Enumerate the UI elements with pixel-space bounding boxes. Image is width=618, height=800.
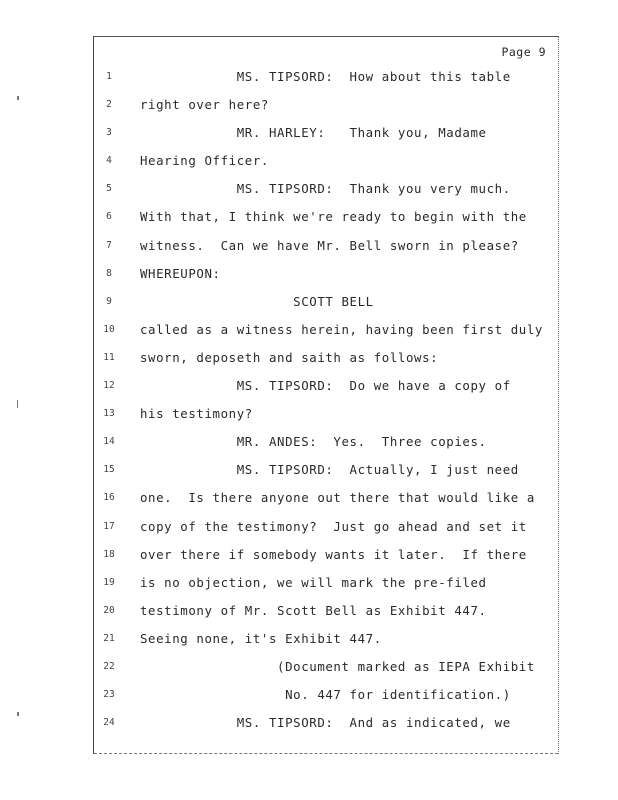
transcript-line [94, 123, 560, 151]
scan-speck [17, 712, 19, 716]
line-number: 14 [103, 436, 115, 448]
transcript-line [94, 207, 560, 235]
line-number: 7 [106, 239, 112, 251]
line-number: 20 [103, 604, 115, 616]
page-bottom-rule [94, 753, 558, 754]
line-number: 16 [103, 492, 115, 504]
transcript-line [94, 545, 560, 573]
line-number: 24 [103, 717, 115, 729]
transcript-line [94, 601, 560, 629]
scan-speck [17, 400, 18, 408]
transcript-line [94, 320, 560, 348]
transcript-line [94, 67, 560, 95]
transcript-line [94, 348, 560, 376]
transcript-line [94, 404, 560, 432]
line-text: MS. TIPSORD: Thank you very much. [140, 181, 511, 197]
line-text: sworn, deposeth and saith as follows: [140, 349, 439, 365]
line-number: 9 [106, 295, 112, 307]
transcript-line [94, 264, 560, 292]
line-number: 17 [103, 520, 115, 532]
line-text: over there if somebody wants it later. If there [140, 546, 527, 562]
transcript-line [94, 629, 560, 657]
line-text: right over here? [140, 97, 269, 113]
page-number: Page 9 [501, 45, 546, 59]
line-number: 11 [103, 351, 115, 363]
line-text: (Document marked as IEPA Exhibit [140, 658, 535, 674]
scan-speck [17, 96, 19, 100]
line-number: 22 [103, 660, 115, 672]
line-text: his testimony? [140, 406, 253, 422]
transcript-line [94, 376, 560, 404]
line-number: 2 [106, 99, 112, 111]
line-text: WHEREUPON: [140, 265, 221, 281]
line-text: MS. TIPSORD: How about this table [140, 69, 511, 84]
transcript-line [94, 517, 560, 545]
line-text: MR. HARLEY: Thank you, Madame [140, 125, 487, 141]
transcript-line [94, 151, 560, 179]
line-number: 19 [103, 576, 115, 588]
line-text: MS. TIPSORD: Actually, I just need [140, 462, 519, 478]
transcript-line [94, 292, 560, 320]
transcript-line [94, 432, 560, 460]
line-text: MS. TIPSORD: Do we have a copy of [140, 378, 511, 394]
line-text: copy of the testimony? Just go ahead and set it [140, 518, 527, 534]
transcript-line [94, 657, 560, 685]
line-text: Seeing none, it's Exhibit 447. [140, 630, 382, 646]
transcript-line [94, 95, 560, 123]
line-number: 6 [106, 211, 112, 223]
line-text: called as a witness herein, having been first duly [140, 321, 543, 337]
line-number: 13 [103, 408, 115, 420]
line-text: MR. ANDES: Yes. Three copies. [140, 434, 487, 450]
line-text: is no objection, we will mark the pre-filed [140, 574, 487, 590]
line-number: 23 [103, 689, 115, 701]
transcript-line [94, 713, 560, 741]
line-text: With that, I think we're ready to begin with the [140, 209, 527, 225]
transcript-line [94, 488, 560, 516]
line-text: MS. TIPSORD: And as indicated, we [140, 715, 511, 731]
line-text: Hearing Officer. [140, 153, 269, 169]
line-number: 10 [103, 323, 115, 335]
line-number: 3 [106, 127, 112, 139]
line-number: 4 [106, 155, 112, 167]
line-number: 18 [103, 548, 115, 560]
line-number: 15 [103, 464, 115, 476]
line-number: 5 [106, 183, 112, 195]
transcript-line [94, 179, 560, 207]
transcript-line [94, 573, 560, 601]
transcript-line [94, 685, 560, 713]
line-number: 12 [103, 380, 115, 392]
transcript-page [93, 36, 559, 754]
line-number: 8 [106, 267, 112, 279]
line-text: witness. Can we have Mr. Bell sworn in please? [140, 237, 519, 253]
line-text: No. 447 for identification.) [140, 687, 511, 703]
line-text: one. Is there anyone out there that would like a [140, 490, 535, 506]
transcript-lines [94, 67, 560, 741]
line-text: SCOTT BELL [140, 293, 374, 309]
transcript-line [94, 460, 560, 488]
line-number: 1 [106, 71, 112, 82]
line-number: 21 [103, 632, 115, 644]
line-text: testimony of Mr. Scott Bell as Exhibit 447. [140, 602, 487, 618]
transcript-line [94, 236, 560, 264]
